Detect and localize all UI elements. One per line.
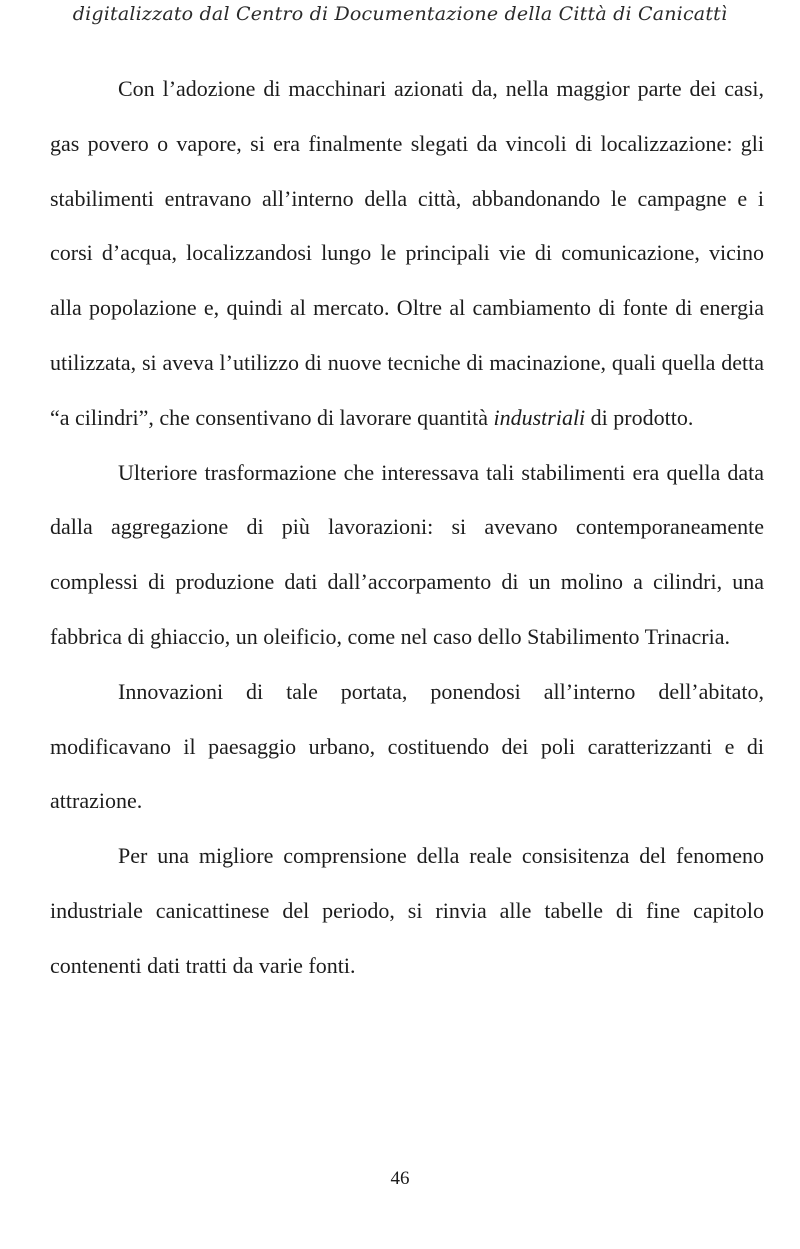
digitization-watermark: digitalizzato dal Centro di Documentazione della Città di Canicattì bbox=[72, 3, 728, 25]
paragraph-3: Innovazioni di tale portata, ponendosi all’interno dell’abitato, modificavano il paesaggio urbano, costituendo dei poli caratterizzanti e di attrazione. bbox=[50, 678, 764, 814]
page-number: 46 bbox=[390, 1168, 410, 1189]
paragraph-1 bbox=[50, 62, 764, 446]
paragraph-1-text-after: di prodotto. bbox=[585, 404, 694, 430]
paragraph-1-text-before: Con l’adozione di macchinari azionati da, nella maggior parte dei casi, gas povero o vapore, si era finalmente slegati da vincoli di localizzazione: gli stabilimenti entravano all’interno della città, abbandonando le campagne e i corsi d’acqua, localizzandosi lungo le principali vie di comunicazione, vicino alla popolazione e, quindi al mercato. Oltre al cambiamento di fonte di energia utilizzata, si aveva l’utilizzo di nuove tecniche di macinazione, quali quella detta “a cilindri”, che consentivano di lavorare quantità bbox=[50, 76, 764, 430]
paragraph-4: Per una migliore comprensione della reale consisitenza del fenomeno industriale canicattinese del periodo, si rinvia alle tabelle di fine capitolo contenenti dati tratti da varie fonti. bbox=[50, 843, 764, 978]
paragraph-1-emphasis: industriali bbox=[493, 404, 586, 430]
body-text bbox=[50, 62, 764, 994]
paragraph-2: Ulteriore trasformazione che interessava tali stabilimenti era quella data dalla aggregazione di più lavorazioni: si avevano contemporaneamente complessi di produzione dati dall’accorpamento di un molino a cilindri, una fabbrica di ghiaccio, un oleificio, come nel caso dello Stabilimento Trinacria. bbox=[50, 459, 764, 649]
